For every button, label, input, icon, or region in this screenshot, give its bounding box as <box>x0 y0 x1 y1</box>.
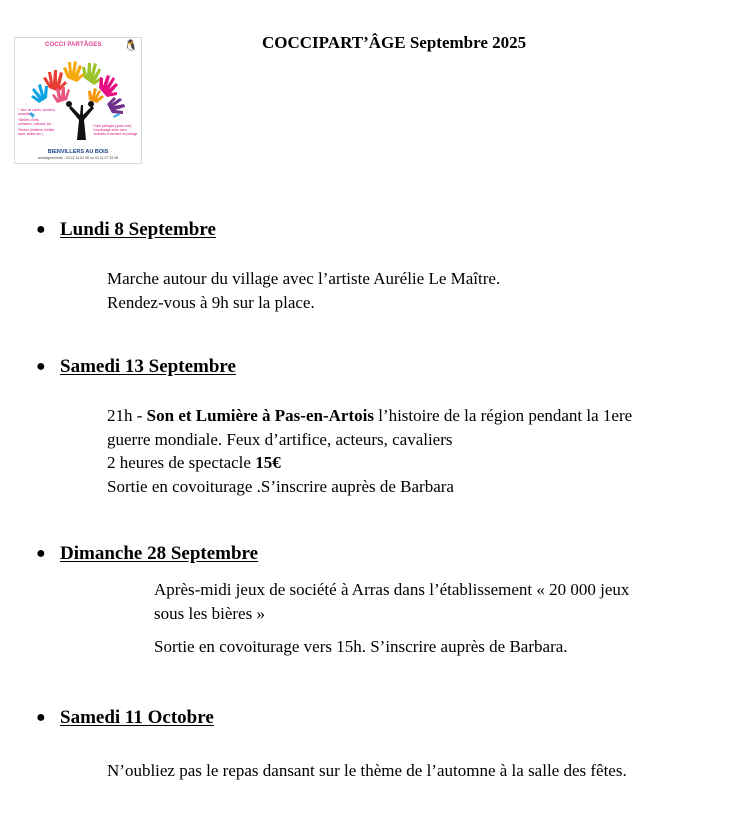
event-heading <box>36 219 216 241</box>
event-heading <box>36 707 214 729</box>
bullet-icon: ● <box>36 709 46 726</box>
event-description: Marche autour du village avec l’artiste Aurélie Le Maître. Rendez-vous à 9h sur la place. <box>107 269 501 312</box>
event-date: Dimanche 28 Septembre <box>60 543 259 564</box>
event-date: Lundi 8 Septembre <box>60 219 216 240</box>
logo-left-text: * Jeux de cartes, dominos, scrabble... *Ateliers d'arts, culinaires, culturels, etc. *Sorties (théâtres, théâtre, sport, visites etc.) <box>18 108 56 136</box>
event-description: Après-midi jeux de société à Arras dans l’établissement « 20 000 jeux sous les bières » Sortie en covoiturage vers 15h. S’inscrire auprès de Barbara. <box>154 580 630 656</box>
event-heading <box>36 543 258 565</box>
logo-phone: renseignements : 03 21 24 61 98 ou 03 21 07 33 38 <box>37 156 119 160</box>
bullet-icon: ● <box>36 221 46 238</box>
logo-brand: COCCI PARTÂGES <box>45 42 102 48</box>
logo-place: BIENVILLERS AU BOIS <box>47 149 109 155</box>
club-logo <box>14 37 142 164</box>
page-title: COCCIPART’ÂGE Septembre 2025 <box>262 33 527 52</box>
event-description: 21h - Son et Lumière à Pas-en-Artois l’histoire de la région pendant la 1ere guerre mondiale. Feux d’artifice, acteurs, cavaliers 2 heures de spectacle 15€ Sortie en covoiturage .S’inscrire auprès de Barbara <box>107 406 633 496</box>
bullet-icon: ● <box>36 358 46 375</box>
logo-right-text: *Café partagés (quizz ciné) *covoiturage entre nous *activités & moment de partage <box>93 124 138 136</box>
owl-icon: 🐧 <box>124 40 138 52</box>
event-date: Samedi 13 Septembre <box>60 356 236 377</box>
event-heading <box>36 356 236 378</box>
event-description: N’oubliez pas le repas dansant sur le thème de l’automne à la salle des fêtes. <box>107 761 627 780</box>
event-date: Samedi 11 Octobre <box>60 707 214 728</box>
bullet-icon: ● <box>36 545 46 562</box>
